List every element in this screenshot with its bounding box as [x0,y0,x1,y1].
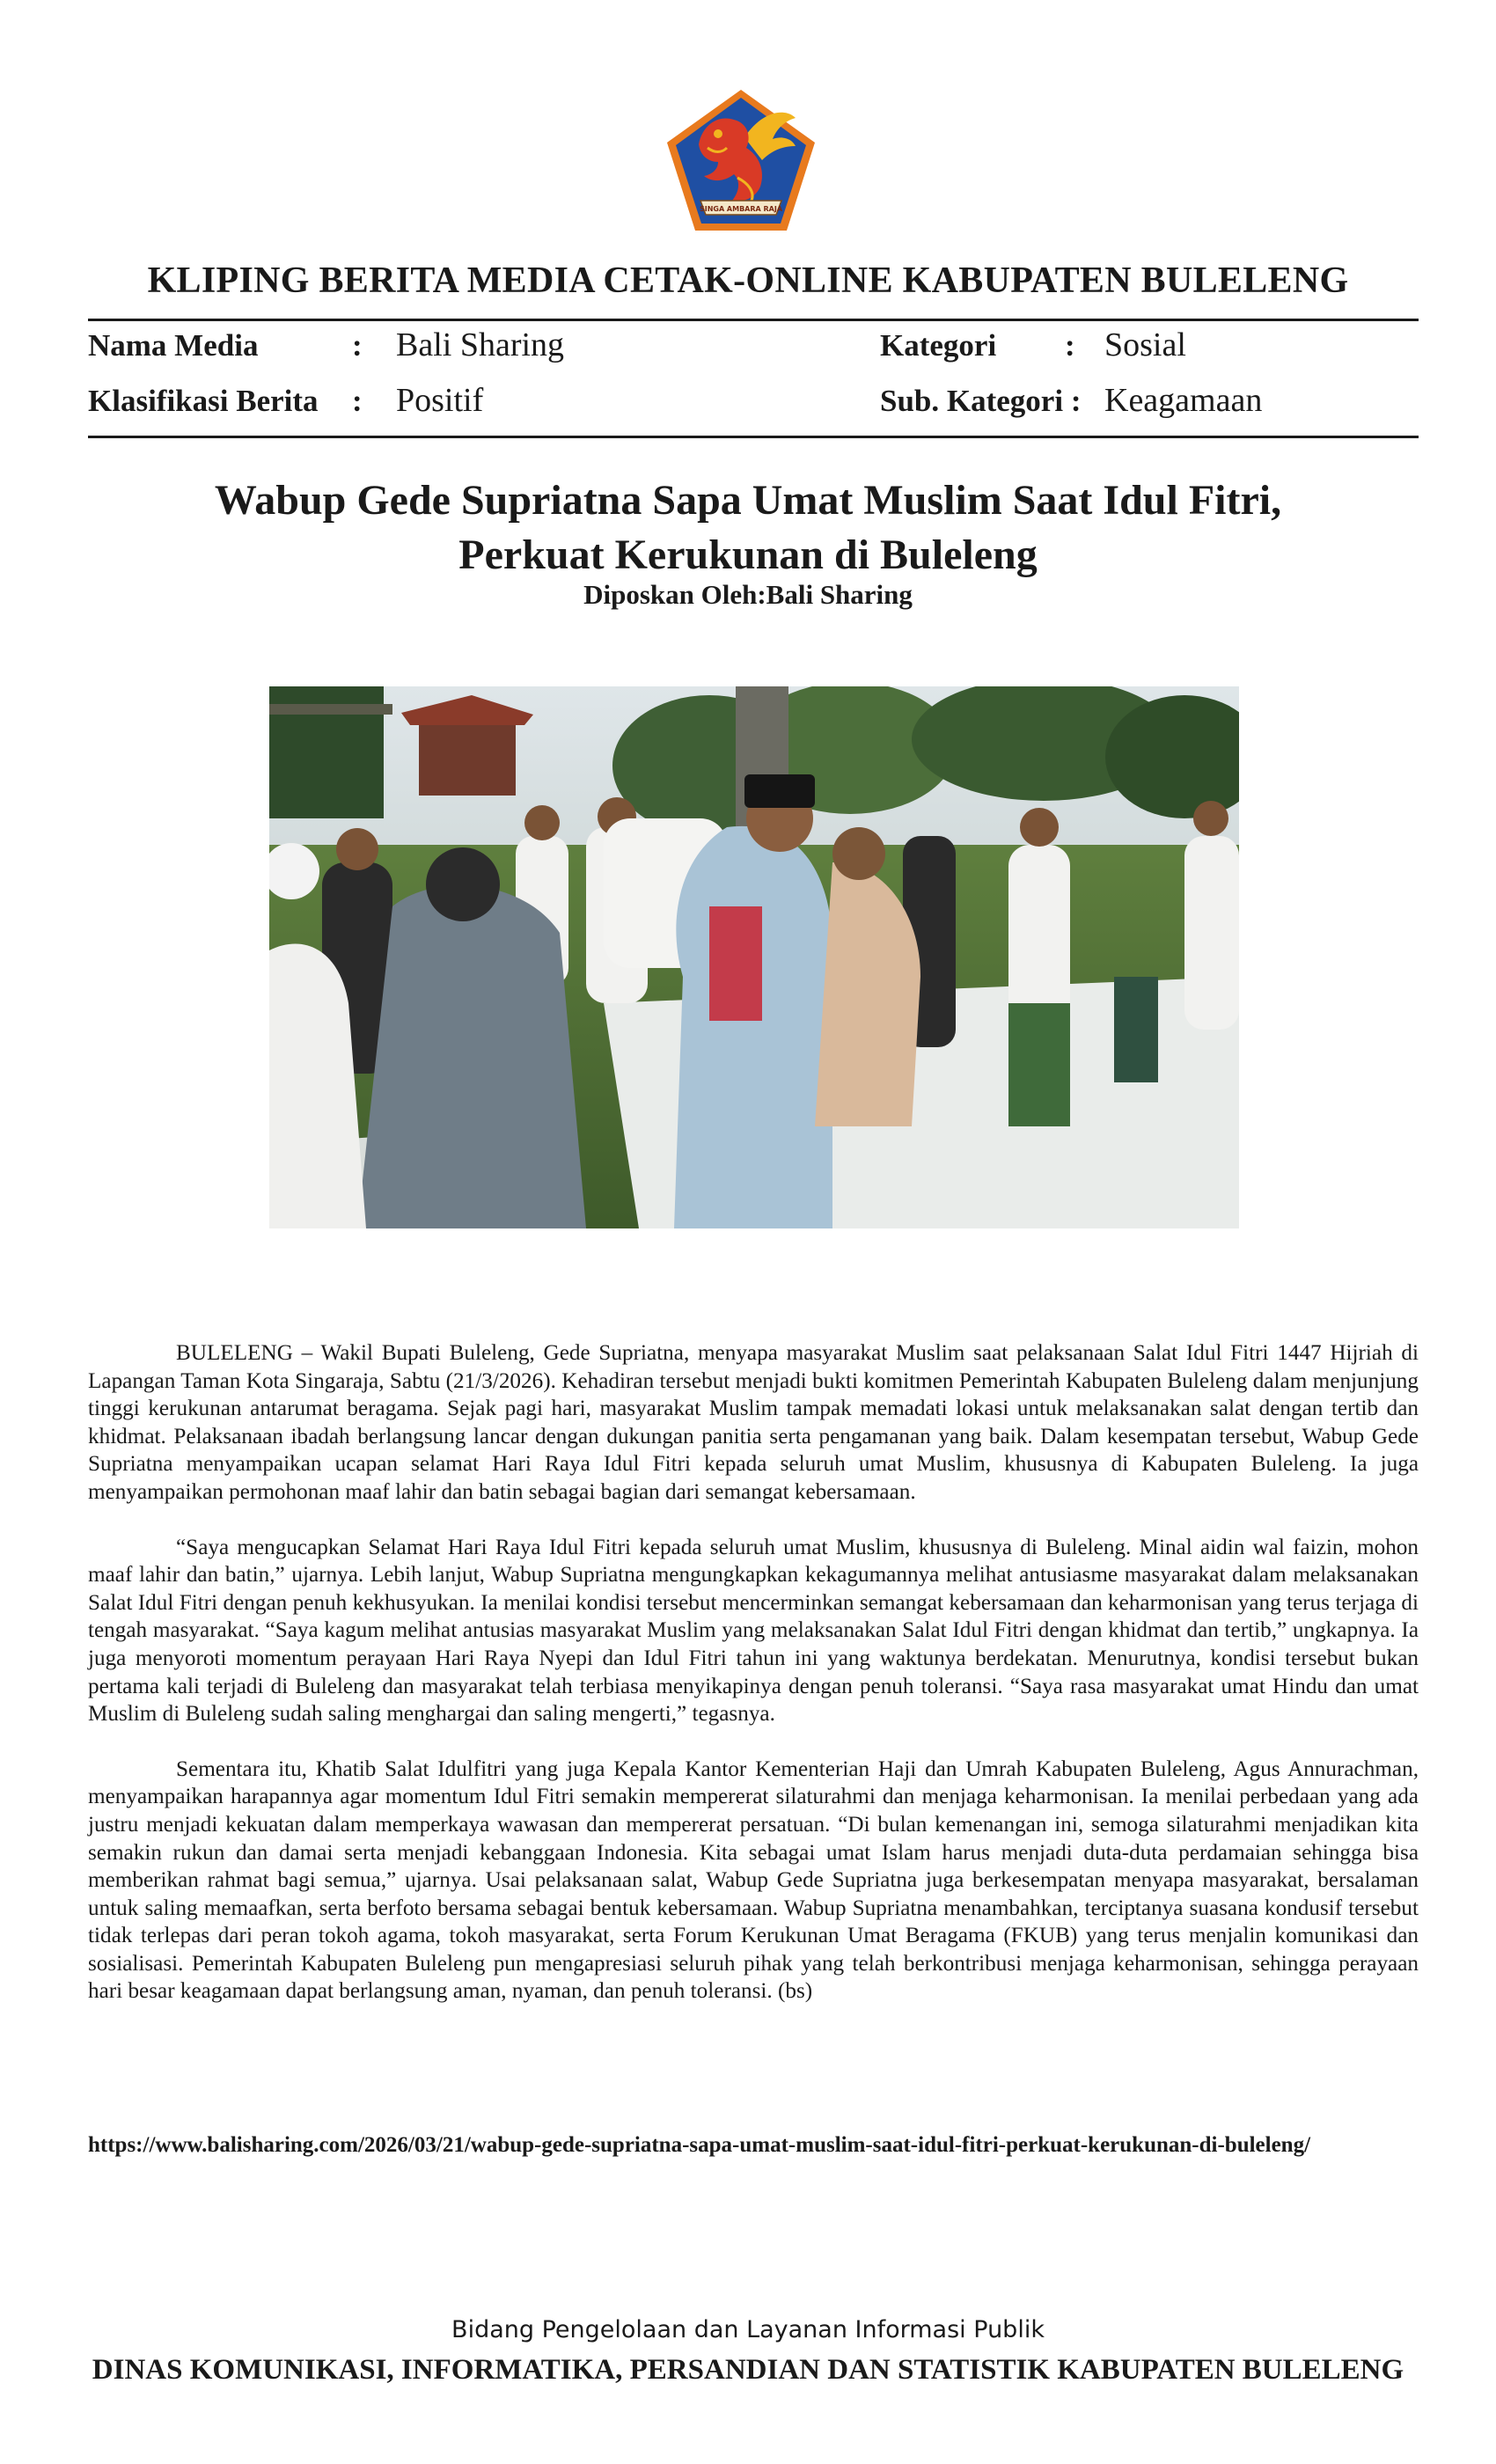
buleleng-regency-logo [664,86,818,234]
article-body [88,1339,1419,2033]
article-title-line-1: Wabup Gede Supriatna Sapa Umat Muslim Saat Idul Fitri, [214,477,1282,524]
article-title-line-2: Perkuat Kerukunan di Buleleng [458,532,1038,578]
article-paragraph-1: BULELENG – Wakil Bupati Buleleng, Gede Supriatna, menyapa masyarakat Muslim saat pelaksanaan Salat Idul Fitri 1447 Hijriah di Lapangan Taman Kota Singaraja, Sabtu (21/3/2026). Kehadiran tersebut menjadi bukti komitmen Pemerintah Kabupaten Buleleng dalam menjunjung tinggi kerukunan antarumat beragama. Sejak pagi hari, masyarakat Muslim tampak memadati lokasi untuk melaksanakan salat dengan tertib dan khidmat. Pelaksanaan ibadah berlangsung lancar dengan dukungan panitia serta pengamanan yang baik. Dalam kesempatan tersebut, Wabup Gede Supriatna menyampaikan ucapan selamat Hari Raya Idul Fitri kepada seluruh umat Muslim, khususnya di Kabupaten Buleleng. Ia juga menyampaikan permohonan maaf lahir dan batin sebagai bagian dari semangat kebersamaan. [88,1341,1419,1504]
footer-agency-name: DINAS KOMUNIKASI, INFORMATIKA, PERSANDIAN DAN STATISTIK KABUPATEN BULELENG [92,2354,1404,2386]
category-label: Kategori [880,328,997,363]
article-title [88,473,1408,583]
news-classification-label: Klasifikasi Berita [88,384,319,418]
logo-motto-text: SINGA AMBARA RAJA [699,205,783,213]
media-name-colon: : [352,328,363,363]
source-url-link[interactable]: https://www.balisharing.com/2026/03/21/wabup-gede-supriatna-sapa-umat-muslim-saat-idul-fitri-perkuat-kerukunan-di-buleleng/ [88,2133,1311,2157]
header-divider-bottom [88,436,1419,438]
category-colon: : [1065,328,1075,363]
sub-category-value: Keagamaan [1104,382,1263,419]
header-divider-top [88,319,1419,321]
news-classification-colon: : [352,384,363,418]
document-header-title: KLIPING BERITA MEDIA CETAK-ONLINE KABUPATEN BULELENG [147,260,1349,301]
media-name-label: Nama Media [88,328,259,363]
article-paragraph-2: “Saya mengucapkan Selamat Hari Raya Idul Fitri kepada seluruh umat Muslim, khususnya di Buleleng. Minal aidin wal faizin, mohon maaf lahir dan batin,” ujarnya. Lebih lanjut, Wabup Supriatna mengungkapkan kekagumannya melihat antusiasme masyarakat dalam melaksanakan Salat Idul Fitri dengan penuh kekhusyukan. Ia menilai kondisi tersebut mencerminkan semangat kebersamaan dan keharmonisan yang terus terjaga di tengah masyarakat. “Saya kagum melihat antusias masyarakat Muslim yang melaksanakan Salat Idul Fitri dengan khidmat dan tertib,” ungkapnya. Ia juga menyoroti momentum perayaan Hari Raya Nyepi dan Idul Fitri tahun ini yang waktunya berdekatan. Menurutnya, kondisi tersebut bukan pertama kali terjadi di Buleleng dan masyarakat telah terbiasa menyikapinya dengan penuh toleransi. “Saya rasa masyarakat umat Hindu dan umat Muslim di Buleleng sudah saling menghargai dan saling mengerti,” tegasnya. [88,1535,1419,1727]
category-value: Sosial [1104,326,1186,363]
news-classification-value: Positif [396,382,484,419]
article-photo [269,686,1239,1228]
media-name-value: Bali Sharing [396,326,565,363]
footer-division-name: Bidang Pengelolaan dan Layanan Informasi Publik [451,2316,1045,2343]
article-paragraph-3: Sementara itu, Khatib Salat Idulfitri yang juga Kepala Kantor Kementerian Haji dan Umrah Kabupaten Buleleng, Agus Annurachman, menyampaikan harapannya agar momentum Idul Fitri semakin mempererat silaturahmi dan menjaga keharmonisan. Ia menilai perbedaan yang ada justru menjadi kekuatan dalam memperkaya wawasan dan mempererat persatuan. “Di bulan kemenangan ini, semoga silaturahmi menjadikan kita semakin rukun dan damai serta menjadi kebanggaan Indonesia. Kita sebagai umat Islam harus menjadi duta-duta perdamaian sehingga bisa memberikan rahmat bagi semua,” ujarnya. Usai pelaksanaan salat, Wabup Gede Supriatna juga berkesempatan menyapa masyarakat, bersalaman untuk saling memaafkan, serta berfoto bersama sebagai bentuk kebersamaan. Wabup Supriatna menambahkan, terciptanya suasana kondusif tersebut tidak terlepas dari peran tokoh agama, tokoh masyarakat, serta Forum Kerukunan Umat Beragama (FKUB) yang terus menjalin komunikasi dan sosialisasi. Pemerintah Kabupaten Buleleng pun mengapresiasi seluruh pihak yang telah berkontribusi menjaga keharmonisan, sehingga perayaan hari besar keagamaan dapat berlangsung aman, nyaman, dan penuh toleransi. (bs) [88,1756,1419,2004]
article-byline: Diposkan Oleh:Bali Sharing [583,579,913,610]
sub-category-label: Sub. Kategori : [880,384,1082,418]
